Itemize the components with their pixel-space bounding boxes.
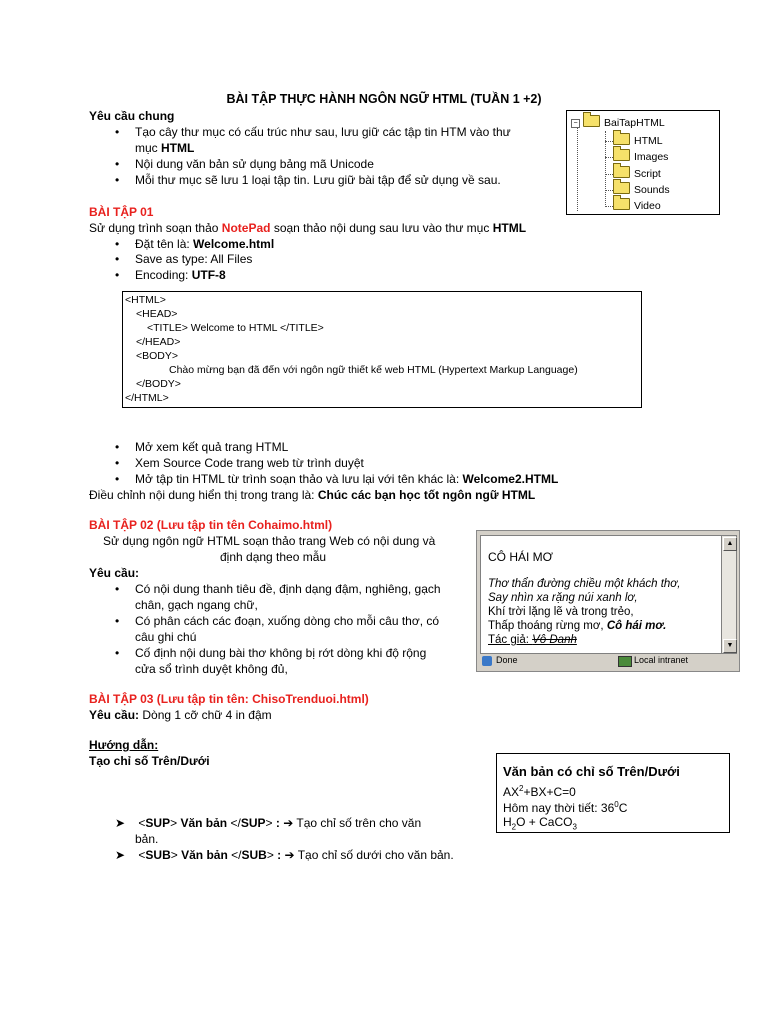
ex3-subheading: Tạo chỉ số Trên/Dưới <box>89 754 210 768</box>
example-row: $AX^2+BX+C=0$ <box>503 784 576 799</box>
ex3-guide: Hướng dẫn: <box>89 738 159 752</box>
poem-author: Tác giả: Vô Danh <box>488 634 577 646</box>
folder-icon <box>613 149 630 161</box>
list-item-text: Tạo cây thư mục có cấu trúc như sau, lưu giữ các tập tin HTM vào thư <box>135 125 511 139</box>
scroll-down-icon[interactable]: ▼ <box>723 639 737 653</box>
code-line: </HEAD> <box>136 336 181 348</box>
list-item-continuation: mục HTML <box>135 141 195 155</box>
ex1-intro: Sử dụng trình soạn thảo NotePad soạn thảo nội dung sau lưu vào thư mục HTML <box>89 221 527 235</box>
browser-preview <box>476 530 740 672</box>
general-heading: Yêu cầu chung <box>89 109 175 123</box>
folder-icon <box>613 166 630 178</box>
folder-icon <box>613 133 630 145</box>
folder-icon <box>583 115 600 127</box>
ex2-req: Yêu cầu: <box>89 566 140 580</box>
example-row: $H_2O$ + CaCO$_3$ <box>503 815 577 832</box>
code-line: <HEAD> <box>136 308 178 320</box>
right-arrow-icon: ➔ <box>284 848 295 862</box>
ex3-req: Yêu cầu: Dòng 1 cỡ chữ 4 in đậm <box>89 708 272 722</box>
scroll-up-icon[interactable]: ▲ <box>723 537 737 551</box>
arrow-bullet-icon: ➤ <box>115 848 126 862</box>
ex1-adjust: Điều chỉnh nội dung hiển thị trong trang là: Chúc các bạn học tốt ngôn ngữ HTML <box>89 488 536 502</box>
intranet-icon <box>618 656 632 667</box>
folder-icon <box>613 182 630 194</box>
folder-tree <box>566 110 720 215</box>
scrollbar[interactable] <box>721 535 737 654</box>
list-item-text: Mỗi thư mục sẽ lưu 1 loại tập tin. Lưu giữ bài tập để sử dụng về sau. <box>135 173 501 187</box>
list-item-continuation: chân, gạch ngang chữ, <box>135 598 258 612</box>
code-line: <TITLE> Welcome to HTML </TITLE> <box>147 322 324 334</box>
code-line: <HTML> <box>125 294 166 306</box>
poem-title: CÔ HÁI MƠ <box>488 550 553 564</box>
code-line: </BODY> <box>136 378 181 390</box>
example-row: Hôm nay thời tiết: $36^0C$ <box>503 800 628 815</box>
code-line: <BODY> <box>136 350 179 362</box>
poem-line: Thơ thẩn đường chiều một khách thơ, <box>488 578 681 590</box>
code-box <box>122 291 642 408</box>
list-item-continuation: cửa sổ trình duyệt không đủ, <box>135 662 288 676</box>
ex1-heading: BÀI TẬP 01 <box>89 205 154 219</box>
sup-instruction: ➤ <SUP> Văn bản </SUP> : ➔ Tạo chỉ số trên cho văn <box>115 816 422 830</box>
tree-item-script[interactable]: Script <box>613 166 661 180</box>
poem-line: Khí trời lặng lẽ và trong trẻo, <box>488 606 634 618</box>
example-heading: Văn bản có chỉ số Trên/Dưới <box>503 764 680 779</box>
sup-instruction-continuation: bản. <box>135 832 159 846</box>
page-title: BÀI TẬP THỰC HÀNH NGÔN NGỮ HTML (TUẦN 1 +2) <box>226 92 542 106</box>
status-bar <box>480 655 735 668</box>
collapse-icon[interactable]: − <box>571 119 580 128</box>
folder-icon <box>613 198 630 210</box>
ex2-intro-1: Sử dụng ngôn ngữ HTML soạn thảo trang Web có nội dung và <box>103 534 436 548</box>
right-arrow-icon: ➔ <box>283 816 294 830</box>
tree-root[interactable]: − BaiTapHTML <box>571 115 665 129</box>
ex3-heading: BÀI TẬP 03 (Lưu tập tin tên: ChisoTrenduoi.html) <box>89 692 369 706</box>
tree-item-sounds[interactable]: Sounds <box>613 182 670 196</box>
ex2-intro-2: định dạng theo mẫu <box>220 550 327 564</box>
browser-content <box>480 535 722 654</box>
tree-item-video[interactable]: Video <box>613 198 661 212</box>
tree-item-images[interactable]: Images <box>613 149 668 163</box>
sub-instruction: ➤ <SUB> Văn bản </SUB> : ➔ Tạo chỉ số dưới cho văn bản. <box>115 848 454 862</box>
list-item-continuation: câu ghi chú <box>135 630 197 644</box>
poem-line: Thấp thoáng rừng mơ, Cô hái mơ. <box>488 620 667 632</box>
sup-sub-example <box>496 753 730 833</box>
status-zone: Local intranet <box>634 655 689 665</box>
tree-item-html[interactable]: HTML <box>613 133 663 147</box>
arrow-bullet-icon: ➤ <box>115 816 126 830</box>
list-item-text: Nội dung văn bản sử dụng bảng mã Unicode <box>135 157 374 171</box>
code-line: Chào mừng bạn đã đến với ngôn ngữ thiết kế web HTML (Hypertext Markup Language) <box>169 364 578 376</box>
status-done: Done <box>496 655 518 665</box>
ex2-heading: BÀI TẬP 02 (Lưu tập tin tên Cohaimo.html) <box>89 518 333 532</box>
poem-line: Say nhìn xa rặng núi xanh lơ, <box>488 592 638 604</box>
ie-page-icon <box>482 656 492 666</box>
code-line: </HTML> <box>125 392 169 404</box>
